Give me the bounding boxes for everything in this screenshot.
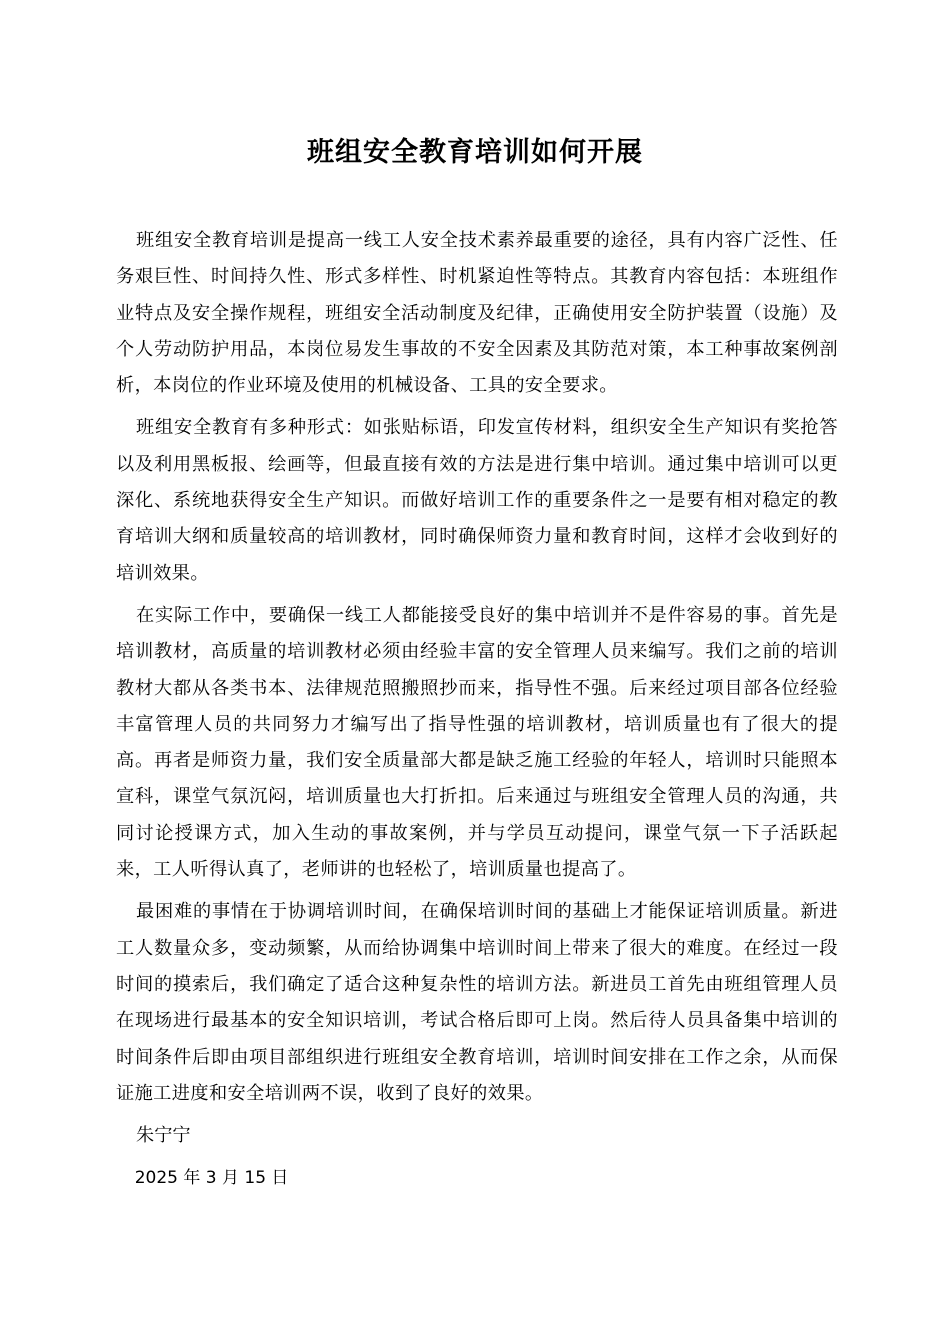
- paragraph-4: 最困难的事情在于协调培训时间，在确保培训时间的基础上才能保证培训质量。新进工人数量众多，变动频繁，从而给协调集中培训时间上带来了很大的难度。在经过一段时间的摸索后，我们确定了适合这种复杂性的培训方法。新进员工首先由班组管理人员在现场进行最基本的安全知识培训，考试合格后即可上岗。然后待人员具备集中培训的时间条件后即由项目部组织进行班组安全教育培训，培训时间安排在工作之余，从而保证施工进度和安全培训两不误，收到了良好的效果。: [116, 901, 838, 1104]
- paragraph-3: 在实际工作中，要确保一线工人都能接受良好的集中培训并不是件容易的事。首先是培训教材，高质量的培训教材必须由经验丰富的安全管理人员来编写。我们之前的培训教材大都从各类书本、法律规范照搬照抄而来，指导性不强。后来经过项目部各位经验丰富管理人员的共同努力才编写出了指导性强的培训教材，培训质量也有了很大的提高。再者是师资力量，我们安全质量部大都是缺乏施工经验的年轻人，培训时只能照本宣科，课堂气氛沉闷，培训质量也大打折扣。后来通过与班组安全管理人员的沟通，共同讨论授课方式，加入生动的事故案例，并与学员互动提问，课堂气氛一下子活跃起来，工人听得认真了，老师讲的也轻松了，培训质量也提高了。: [116, 604, 838, 881]
- paragraph-1: 班组安全教育培训是提高一线工人安全技术素养最重要的途径，具有内容广泛性、任务艰巨性、时间持久性、形式多样性、时机紧迫性等特点。其教育内容包括：本班组作业特点及安全操作规程，班组安全活动制度及纪律，正确使用安全防护装置（设施）及个人劳动防护用品，本岗位易发生事故的不安全因素及其防范对策，本工种事故案例剖析，本岗位的作业环境及使用的机械设备、工具的安全要求。: [116, 230, 838, 397]
- paragraph-2: 班组安全教育有多种形式：如张贴标语，印发宣传材料，组织安全生产知识有奖抢答以及利用黑板报、绘画等，但最直接有效的方法是进行集中培训。通过集中培训可以更深化、系统地获得安全生产知识。而做好培训工作的重要条件之一是要有相对稳定的教育培训大纲和质量较高的培训教材，同时确保师资力量和教育时间，这样才会收到好的培训效果。: [116, 417, 838, 584]
- document-date: 2025 年 3 月 15 日: [134, 1168, 289, 1189]
- author-signature: 朱宁宁: [136, 1125, 191, 1147]
- document-title: 班组安全教育培训如何开展: [307, 137, 643, 168]
- document-body: [116, 223, 838, 1197]
